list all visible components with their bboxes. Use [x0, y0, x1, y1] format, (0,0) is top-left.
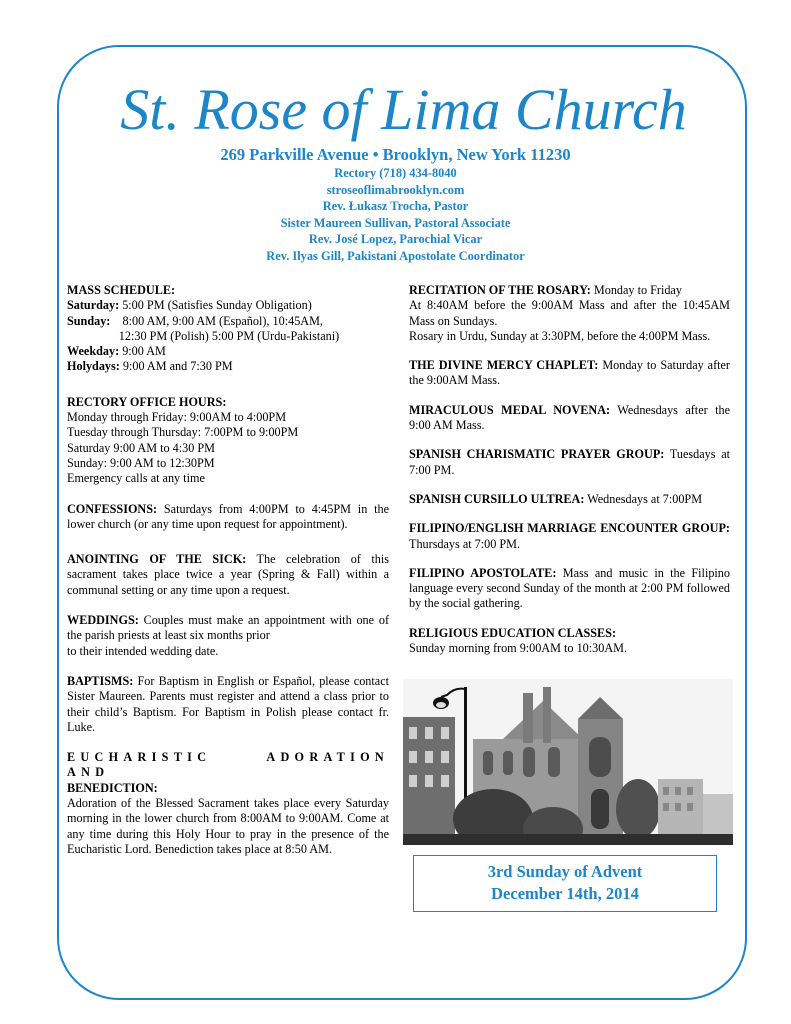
- confessions: [67, 502, 389, 533]
- office-line: Emergency calls at any time: [67, 471, 205, 486]
- rosary-text-2: At 8:40AM before the 9:00AM Mass and after the 10:45AM Mass on Sundays.: [409, 298, 730, 328]
- sunday-text: 8:00 AM, 9:00 AM (Español), 10:45AM,: [110, 313, 323, 328]
- vicar-line: Rev. José Lopez, Parochial Vicar: [308, 232, 483, 246]
- rosary-label: RECITATION OF THE ROSARY:: [409, 283, 591, 297]
- left-column: [67, 283, 389, 871]
- confessions-text: Saturdays from 4:00PM to 4:45PM in the lower church (or any time upon request for appointment).: [67, 501, 389, 531]
- eucharistic-label: EUCHARISTIC ADORATION AND: [67, 750, 389, 780]
- coordinator-line: Rev. Ilyas Gill, Pakistani Apostolate Coordinator: [266, 248, 525, 263]
- office-line: Sunday: 9:00 AM to 12:30PM: [67, 455, 215, 470]
- rectory-phone: Rectory (718) 434-8040: [334, 166, 457, 180]
- church-website[interactable]: stroseoflimabrooklyn.com: [326, 182, 465, 197]
- medal-text: Wednesdays after the 9:00 AM Mass.: [409, 402, 730, 433]
- marriage-label: FILIPINO/ENGLISH MARRIAGE ENCOUNTER GROUP:: [409, 521, 730, 536]
- rosary: [409, 283, 730, 344]
- cursillo-text: Wednesdays at 7:00PM: [584, 491, 703, 506]
- medal-label: MIRACULOUS MEDAL NOVENA:: [409, 402, 611, 417]
- office-heading: RECTORY OFFICE HOURS:: [67, 394, 227, 409]
- spanish-prayer-group: [409, 447, 730, 478]
- right-column: [409, 283, 730, 670]
- sunday-text-2: 12:30 PM (Polish) 5:00 PM (Urdu-Pakistani): [67, 328, 340, 343]
- eucharistic-text: Adoration of the Blessed Sacrament takes place every Saturday morning in the lower church from 8:00AM to 9:00AM. Come at any time during this Holy Hour to pray in the presence of the Eucharistic Lord. Benediction takes place at 8:50 AM.: [67, 796, 389, 856]
- advent-line-2: December 14th, 2014: [491, 884, 639, 903]
- eucharistic-label-2: BENEDICTION:: [67, 780, 158, 795]
- office-line: Tuesday through Thursday: 7:00PM to 9:00PM: [67, 425, 299, 440]
- saturday-text: 5:00 PM (Satisfies Sunday Obligation): [119, 298, 312, 313]
- weddings-text: Couples must make an appointment with one of the parish priests at least six months prior: [67, 613, 389, 643]
- sunday-label: Sunday:: [67, 313, 111, 328]
- advent-date-box: [413, 855, 717, 912]
- divine-mercy: [409, 358, 730, 389]
- weddings-text-2: to their intended wedding date.: [67, 643, 219, 658]
- confessions-label: CONFESSIONS:: [67, 501, 158, 516]
- mass-schedule: [67, 283, 389, 375]
- church-photo: [403, 679, 733, 845]
- filipino-text: Mass and music in the Filipino language every second Sunday of the month at 2:00 PM followed by the social gathering.: [409, 565, 730, 611]
- religious-education: [409, 626, 730, 657]
- eucharistic-adoration: [67, 750, 389, 857]
- weekday-label: Weekday:: [67, 344, 120, 359]
- filipino-apostolate: [409, 566, 730, 612]
- cursillo-label: SPANISH CURSILLO ULTREA:: [409, 491, 585, 506]
- religious-label: RELIGIOUS EDUCATION CLASSES:: [409, 625, 617, 640]
- office-hours: [67, 395, 389, 487]
- rosary-text-3: Rosary in Urdu, Sunday at 3:30PM, before the 4:00PM Mass.: [409, 328, 711, 343]
- marriage-encounter: [409, 521, 730, 552]
- miraculous-medal: [409, 403, 730, 434]
- weekday-text: 9:00 AM: [119, 344, 166, 359]
- divine-text: Monday to Saturday after the 9:00AM Mass.: [409, 358, 730, 388]
- holydays-label: Holydays:: [67, 359, 120, 374]
- pastor-line: Rev. Łukasz Trocha, Pastor: [322, 199, 469, 213]
- church-title: St. Rose of Lima Church: [120, 77, 687, 142]
- baptisms-text: For Baptism in English or Español, please contact Sister Maureen. Parents must register and attend a class prior to their child’s Baptism. For Baptism in Polish please contact fr. Luke.: [67, 673, 389, 734]
- church-address: 269 Parkville Avenue • Brooklyn, New York 11230: [220, 145, 571, 164]
- associate-line: Sister Maureen Sullivan, Pastoral Associate: [280, 215, 511, 230]
- spanish-cursillo: [409, 492, 730, 507]
- rosary-text: Monday to Friday: [590, 283, 682, 297]
- baptisms-label: BAPTISMS:: [67, 673, 134, 688]
- marriage-text: Thursdays at 7:00 PM.: [409, 536, 521, 551]
- advent-line-1: 3rd Sunday of Advent: [487, 862, 643, 881]
- mass-heading: MASS SCHEDULE:: [67, 283, 176, 297]
- weddings-label: WEDDINGS:: [67, 613, 139, 628]
- baptisms: [67, 674, 389, 735]
- anointing: [67, 552, 389, 598]
- office-line: Saturday 9:00 AM to 4:30 PM: [67, 440, 215, 455]
- spanish-text: Tuesdays at 7:00 PM.: [409, 447, 730, 477]
- religious-text: Sunday morning from 9:00AM to 10:30AM.: [409, 641, 628, 656]
- anointing-text: The celebration of this sacrament takes place twice a year (Spring & Fall) within a communal setting or any time upon a request.: [67, 552, 389, 597]
- saturday-label: Saturday:: [67, 298, 120, 313]
- weddings: [67, 613, 389, 659]
- spanish-label: SPANISH CHARISMATIC PRAYER GROUP:: [409, 447, 665, 462]
- anointing-label: ANOINTING OF THE SICK:: [67, 552, 247, 567]
- divine-label: THE DIVINE MERCY CHAPLET:: [409, 358, 599, 373]
- filipino-label: FILIPINO APOSTOLATE:: [409, 565, 557, 580]
- office-line: Monday through Friday: 9:00AM to 4:00PM: [67, 410, 287, 425]
- holydays-text: 9:00 AM and 7:30 PM: [119, 359, 233, 374]
